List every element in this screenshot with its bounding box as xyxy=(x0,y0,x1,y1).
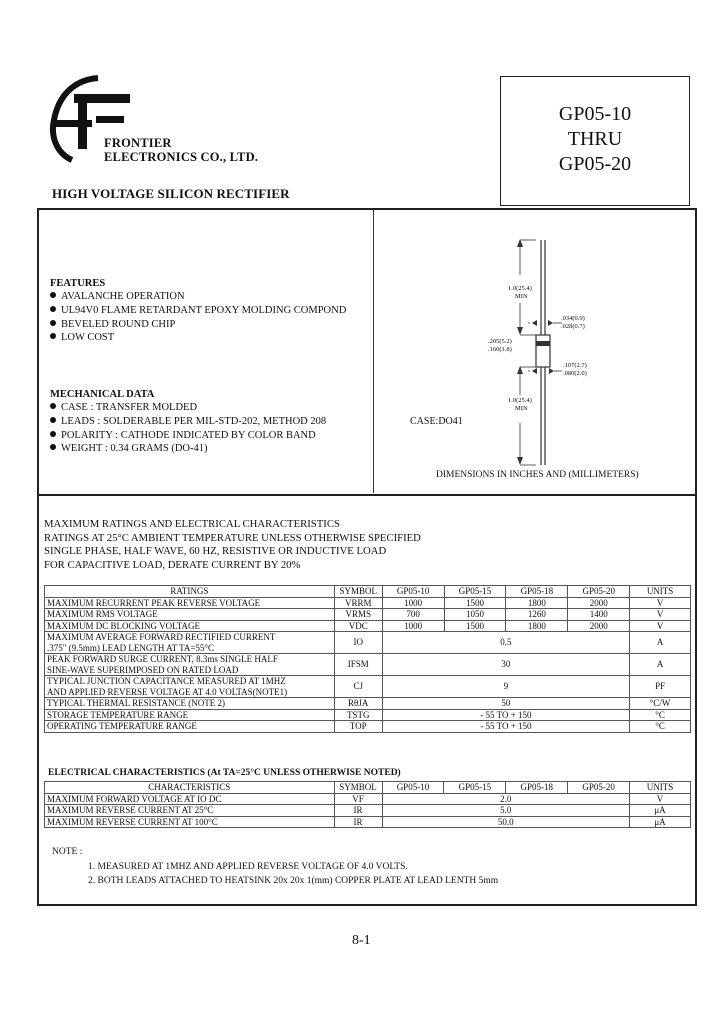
table-header: UNITS xyxy=(630,586,691,598)
mechanical-heading: MECHANICAL DATA xyxy=(50,389,155,400)
table-header: SYMBOL xyxy=(334,586,382,598)
table-row xyxy=(45,609,691,621)
row-label: MAXIMUM AVERAGE FORWARD RECTIFIED CURRENT .375" (9.5mm) LEAD LENGTH AT TA=55°C xyxy=(45,632,335,654)
row-label: TYPICAL THERMAL RESISTANCE (NOTE 2) xyxy=(45,698,335,710)
row-unit: °C/W xyxy=(630,698,691,710)
row-symbol: VF xyxy=(334,793,382,805)
row-label: MAXIMUM FORWARD VOLTAGE AT IO DC xyxy=(45,793,335,805)
page-number: 8-1 xyxy=(352,933,371,948)
row-value: 1500 xyxy=(444,597,506,609)
row-value: 2.0 xyxy=(382,793,630,805)
row-unit: V xyxy=(630,793,691,805)
row-symbol: IFSM xyxy=(334,654,382,676)
bullet-icon xyxy=(50,333,56,339)
bullet-icon xyxy=(50,417,56,423)
feature-item: BEVELED ROUND CHIP xyxy=(50,318,346,332)
bullet-icon xyxy=(50,292,56,298)
row-unit: μA xyxy=(630,805,691,817)
dim-lead-dia-1: .034(0.9) xyxy=(561,315,585,322)
row-symbol: IO xyxy=(334,632,382,654)
mechanical-list xyxy=(50,401,326,456)
table-header: GP05-10 xyxy=(382,586,444,598)
row-symbol: TOP xyxy=(334,721,382,733)
row-value: 1000 xyxy=(382,620,444,632)
notes-heading: NOTE : xyxy=(52,847,83,857)
part-line3: GP05-20 xyxy=(558,153,632,175)
table-header: RATINGS xyxy=(45,586,335,598)
dimensions-caption: DIMENSIONS IN INCHES AND (MILLIMETERS) xyxy=(436,470,639,480)
dim-lead-top: 1.0(25.4) xyxy=(508,285,532,292)
mechanical-item: CASE : TRANSFER MOLDED xyxy=(50,401,326,415)
row-value: 50 xyxy=(382,698,629,710)
row-unit: °C xyxy=(630,721,691,733)
case-label: CASE:DO41 xyxy=(410,416,463,427)
table-row xyxy=(45,597,691,609)
row-unit: V xyxy=(630,597,691,609)
row-value: 1400 xyxy=(568,609,630,621)
row-value: 2000 xyxy=(568,620,630,632)
company-name-line2: ELECTRONICS CO., LTD. xyxy=(104,150,259,164)
table-header: GP05-15 xyxy=(444,782,506,794)
row-value: - 55 TO + 150 xyxy=(382,721,629,733)
dim-body-len-1: .205(5.2) xyxy=(488,338,512,345)
table-row xyxy=(45,632,691,654)
note-item: 2. BOTH LEADS ATTACHED TO HEATSINK 20x 20x 1(mm) COPPER PLATE AT LEAD LENTH 5mm xyxy=(88,876,499,886)
row-unit: PF xyxy=(630,676,691,698)
table-row xyxy=(45,620,691,632)
row-symbol: RθJA xyxy=(334,698,382,710)
dim-body-dia-1: .107(2.7) xyxy=(563,362,587,369)
row-symbol: TSTG xyxy=(334,709,382,721)
table-row xyxy=(45,698,691,710)
row-value: 1000 xyxy=(382,597,444,609)
ratings-intro-line: FOR CAPACITIVE LOAD, DERATE CURRENT BY 20% xyxy=(44,558,301,571)
ratings-intro xyxy=(44,518,421,572)
row-label: MAXIMUM RECURRENT PEAK REVERSE VOLTAGE xyxy=(45,597,335,609)
ratings-table xyxy=(44,585,691,733)
bullet-icon xyxy=(50,431,56,437)
vertical-divider xyxy=(373,210,374,493)
part-line1: GP05-10 xyxy=(558,103,632,125)
row-value: 5.0 xyxy=(382,805,630,817)
features-list xyxy=(50,290,346,345)
ratings-intro-line: MAXIMUM RATINGS AND ELECTRICAL CHARACTERISTICS xyxy=(44,518,340,530)
table-row xyxy=(45,654,691,676)
row-unit: V xyxy=(630,620,691,632)
mechanical-item: WEIGHT : 0.34 GRAMS (DO-41) xyxy=(50,442,326,456)
row-unit: A xyxy=(630,632,691,654)
row-value: 2000 xyxy=(568,597,630,609)
mechanical-item: LEADS : SOLDERABLE PER MIL-STD-202, METHOD 208 xyxy=(50,415,326,429)
horizontal-divider xyxy=(39,494,695,496)
table-row xyxy=(45,816,691,828)
row-value: 1050 xyxy=(444,609,506,621)
row-label: MAXIMUM RMS VOLTAGE xyxy=(45,609,335,621)
table-header: GP05-10 xyxy=(382,782,444,794)
dim-lead-top-min: MIN xyxy=(515,293,528,300)
table-header: GP05-18 xyxy=(506,782,568,794)
table-header: CHARACTERISTICS xyxy=(45,782,335,794)
document-title: HIGH VOLTAGE SILICON RECTIFIER xyxy=(52,186,290,201)
dim-lead-bottom: 1.0(25.4) xyxy=(508,397,532,404)
row-symbol: CJ xyxy=(334,676,382,698)
row-unit: μA xyxy=(630,816,691,828)
feature-item: LOW COST xyxy=(50,331,346,345)
feature-item: AVALANCHE OPERATION xyxy=(50,290,346,304)
table-row xyxy=(45,805,691,817)
bullet-icon xyxy=(50,306,56,312)
row-value: 1800 xyxy=(506,620,568,632)
electrical-title: ELECTRICAL CHARACTERISTICS (At TA=25°C UNLESS OTHERWISE NOTED) xyxy=(48,768,401,778)
bullet-icon xyxy=(50,403,56,409)
mechanical-item: POLARITY : CATHODE INDICATED BY COLOR BAND xyxy=(50,429,326,443)
row-unit: A xyxy=(630,654,691,676)
dim-lead-bottom-min: MIN xyxy=(515,405,528,412)
note-item: 1. MEASURED AT 1MHZ AND APPLIED REVERSE VOLTAGE OF 4.0 VOLTS. xyxy=(88,862,408,872)
electrical-header-row xyxy=(45,782,691,794)
row-label: OPERATING TEMPERATURE RANGE xyxy=(45,721,335,733)
row-value: - 55 TO + 150 xyxy=(382,709,629,721)
row-value: 1260 xyxy=(506,609,568,621)
table-header: GP05-20 xyxy=(568,782,630,794)
row-value: 1800 xyxy=(506,597,568,609)
electrical-table xyxy=(44,781,691,828)
row-label: TYPICAL JUNCTION CAPACITANCE MEASURED AT 1MHZ AND APPLIED REVERSE VOLTAGE AT 4.0 VOLTAS(NOTE1) xyxy=(45,676,335,698)
table-header: UNITS xyxy=(630,782,691,794)
table-header: GP05-18 xyxy=(506,586,568,598)
ratings-header-row xyxy=(45,586,691,598)
table-row xyxy=(45,721,691,733)
table-header: SYMBOL xyxy=(334,782,382,794)
feature-item: UL94V0 FLAME RETARDANT EPOXY MOLDING COMPOND xyxy=(50,304,346,318)
row-value: 1500 xyxy=(444,620,506,632)
row-value: 50.0 xyxy=(382,816,630,828)
bullet-icon xyxy=(50,444,56,450)
table-row xyxy=(45,709,691,721)
table-row xyxy=(45,676,691,698)
bullet-icon xyxy=(50,320,56,326)
row-label: MAXIMUM REVERSE CURRENT AT 100°C xyxy=(45,816,335,828)
row-unit: V xyxy=(630,609,691,621)
row-value: 0.5 xyxy=(382,632,629,654)
part-line2: THRU xyxy=(567,128,623,150)
ratings-intro-line: RATINGS AT 25°C AMBIENT TEMPERATURE UNLESS OTHERWISE SPECIFIED xyxy=(44,531,421,544)
row-value: 30 xyxy=(382,654,629,676)
dim-lead-dia-2: .028(0.7) xyxy=(561,323,585,330)
row-label: MAXIMUM REVERSE CURRENT AT 25°C xyxy=(45,805,335,817)
part-number-box xyxy=(500,76,690,206)
row-label: PEAK FORWARD SURGE CURRENT, 8.3ms SINGLE HALF SINE-WAVE SUPERIMPOSED ON RATED LOAD xyxy=(45,654,335,676)
row-unit: °C xyxy=(630,709,691,721)
table-row xyxy=(45,793,691,805)
row-symbol: IR xyxy=(334,816,382,828)
company-name-line1: FRONTIER xyxy=(104,136,172,150)
table-header: GP05-15 xyxy=(444,586,506,598)
row-label: STORAGE TEMPERATURE RANGE xyxy=(45,709,335,721)
row-value: 9 xyxy=(382,676,629,698)
row-symbol: IR xyxy=(334,805,382,817)
row-symbol: VDC xyxy=(334,620,382,632)
row-label: MAXIMUM DC BLOCKING VOLTAGE xyxy=(45,620,335,632)
dim-body-len-2: .160(1.8) xyxy=(488,346,512,353)
row-symbol: VRMS xyxy=(334,609,382,621)
row-value: 700 xyxy=(382,609,444,621)
row-symbol: VRRM xyxy=(334,597,382,609)
ratings-intro-line: SINGLE PHASE, HALF WAVE, 60 HZ, RESISTIVE OR INDUCTIVE LOAD xyxy=(44,545,387,557)
dim-body-dia-2: .080(2.0) xyxy=(563,370,587,377)
features-heading: FEATURES xyxy=(50,278,106,289)
table-header: GP05-20 xyxy=(568,586,630,598)
do41-package-diagram xyxy=(470,225,620,485)
